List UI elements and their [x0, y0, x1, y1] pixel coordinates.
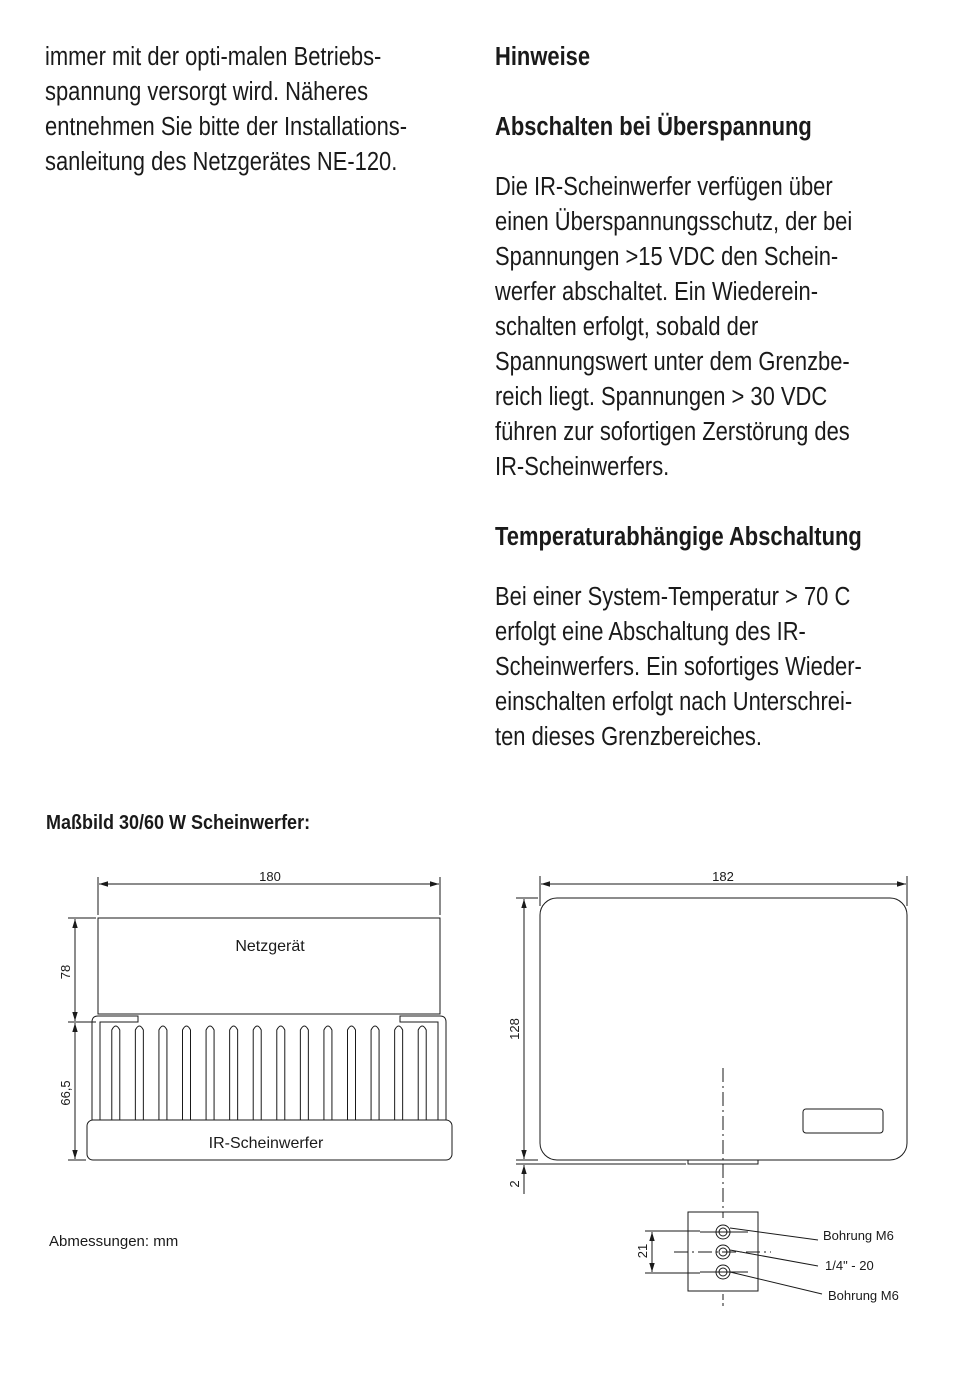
heatsink-fin [324, 1026, 332, 1120]
hole-bottom-label: Bohrung M6 [828, 1288, 899, 1303]
hole-middle-label: 1/4" - 20 [825, 1258, 874, 1273]
heatsink-left-edge [92, 1016, 138, 1120]
units-note: Abmessungen: mm [49, 1233, 179, 1250]
figure-title: Maßbild 30/60 W Scheinwerfer: [46, 812, 311, 834]
heatsink-fin [371, 1026, 379, 1120]
heatsink-fin [206, 1026, 214, 1120]
side-view [68, 877, 452, 1160]
front-height-label: 128 [507, 1018, 522, 1040]
power-supply-label: Netzgerät [235, 938, 305, 955]
notes-title: Hinweise [495, 43, 591, 71]
power-supply-box [98, 918, 440, 1014]
heatsink-fin [348, 1026, 356, 1120]
hole-top-label: Bohrung M6 [823, 1228, 894, 1243]
heatsink-fin [159, 1026, 167, 1120]
heatsink-fin [253, 1026, 261, 1120]
heatsink-fin [183, 1026, 191, 1120]
front-width-label: 182 [712, 869, 734, 884]
upper-height-label: 78 [58, 964, 73, 980]
indicator-window [803, 1109, 883, 1133]
ir-light-label: IR-Scheinwerfer [208, 1135, 324, 1152]
heatsink-fin [395, 1026, 403, 1120]
spacing-label: 21 [635, 1243, 650, 1259]
overvoltage-paragraph: Die IR-Scheinwerfer verfügen über einen Überspannungsschutz, der bei Spannungen >15 VDC den Schein- werfer abschaltet. Ein Wiederein- schalten erfolgt, sobald der Spannungswert unter dem Grenzbe- reich liegt. Spannungen > 30 VDC führen zur sofortigen Zerstörung des IR-Scheinwerfers. [495, 173, 853, 481]
heatsink-fin [277, 1026, 285, 1120]
overvoltage-heading: Abschalten bei Überspannung [495, 113, 812, 141]
mount-bracket-top [688, 1160, 758, 1164]
left-paragraph: immer mit der opti-malen Betriebs- spannung versorgt wird. Näheres entnehmen Sie bitte der Installations- sanleitung des Netzgerätes NE-120. [45, 43, 408, 176]
heatsink-fin [230, 1026, 238, 1120]
lower-height-label: 66,5 [58, 1080, 73, 1106]
heatsink-right-edge [400, 1016, 446, 1120]
heatsink-fin [300, 1026, 308, 1120]
heatsink-fins [112, 1026, 426, 1120]
heatsink-fin [135, 1026, 143, 1120]
heatsink-fin [418, 1026, 426, 1120]
heatsink-fin [112, 1026, 120, 1120]
temperature-heading: Temperaturabhängige Abschaltung [495, 523, 862, 551]
side-width-label: 180 [259, 869, 281, 884]
temperature-paragraph: Bei einer System-Temperatur > 70 C erfolgt eine Abschaltung des IR- Scheinwerfers. Ein sofortiges Wieder- einschalten erfolgt nach Unterschrei- ten dieses Grenzbereiches. [495, 583, 862, 751]
offset-label: 2 [507, 1180, 522, 1188]
